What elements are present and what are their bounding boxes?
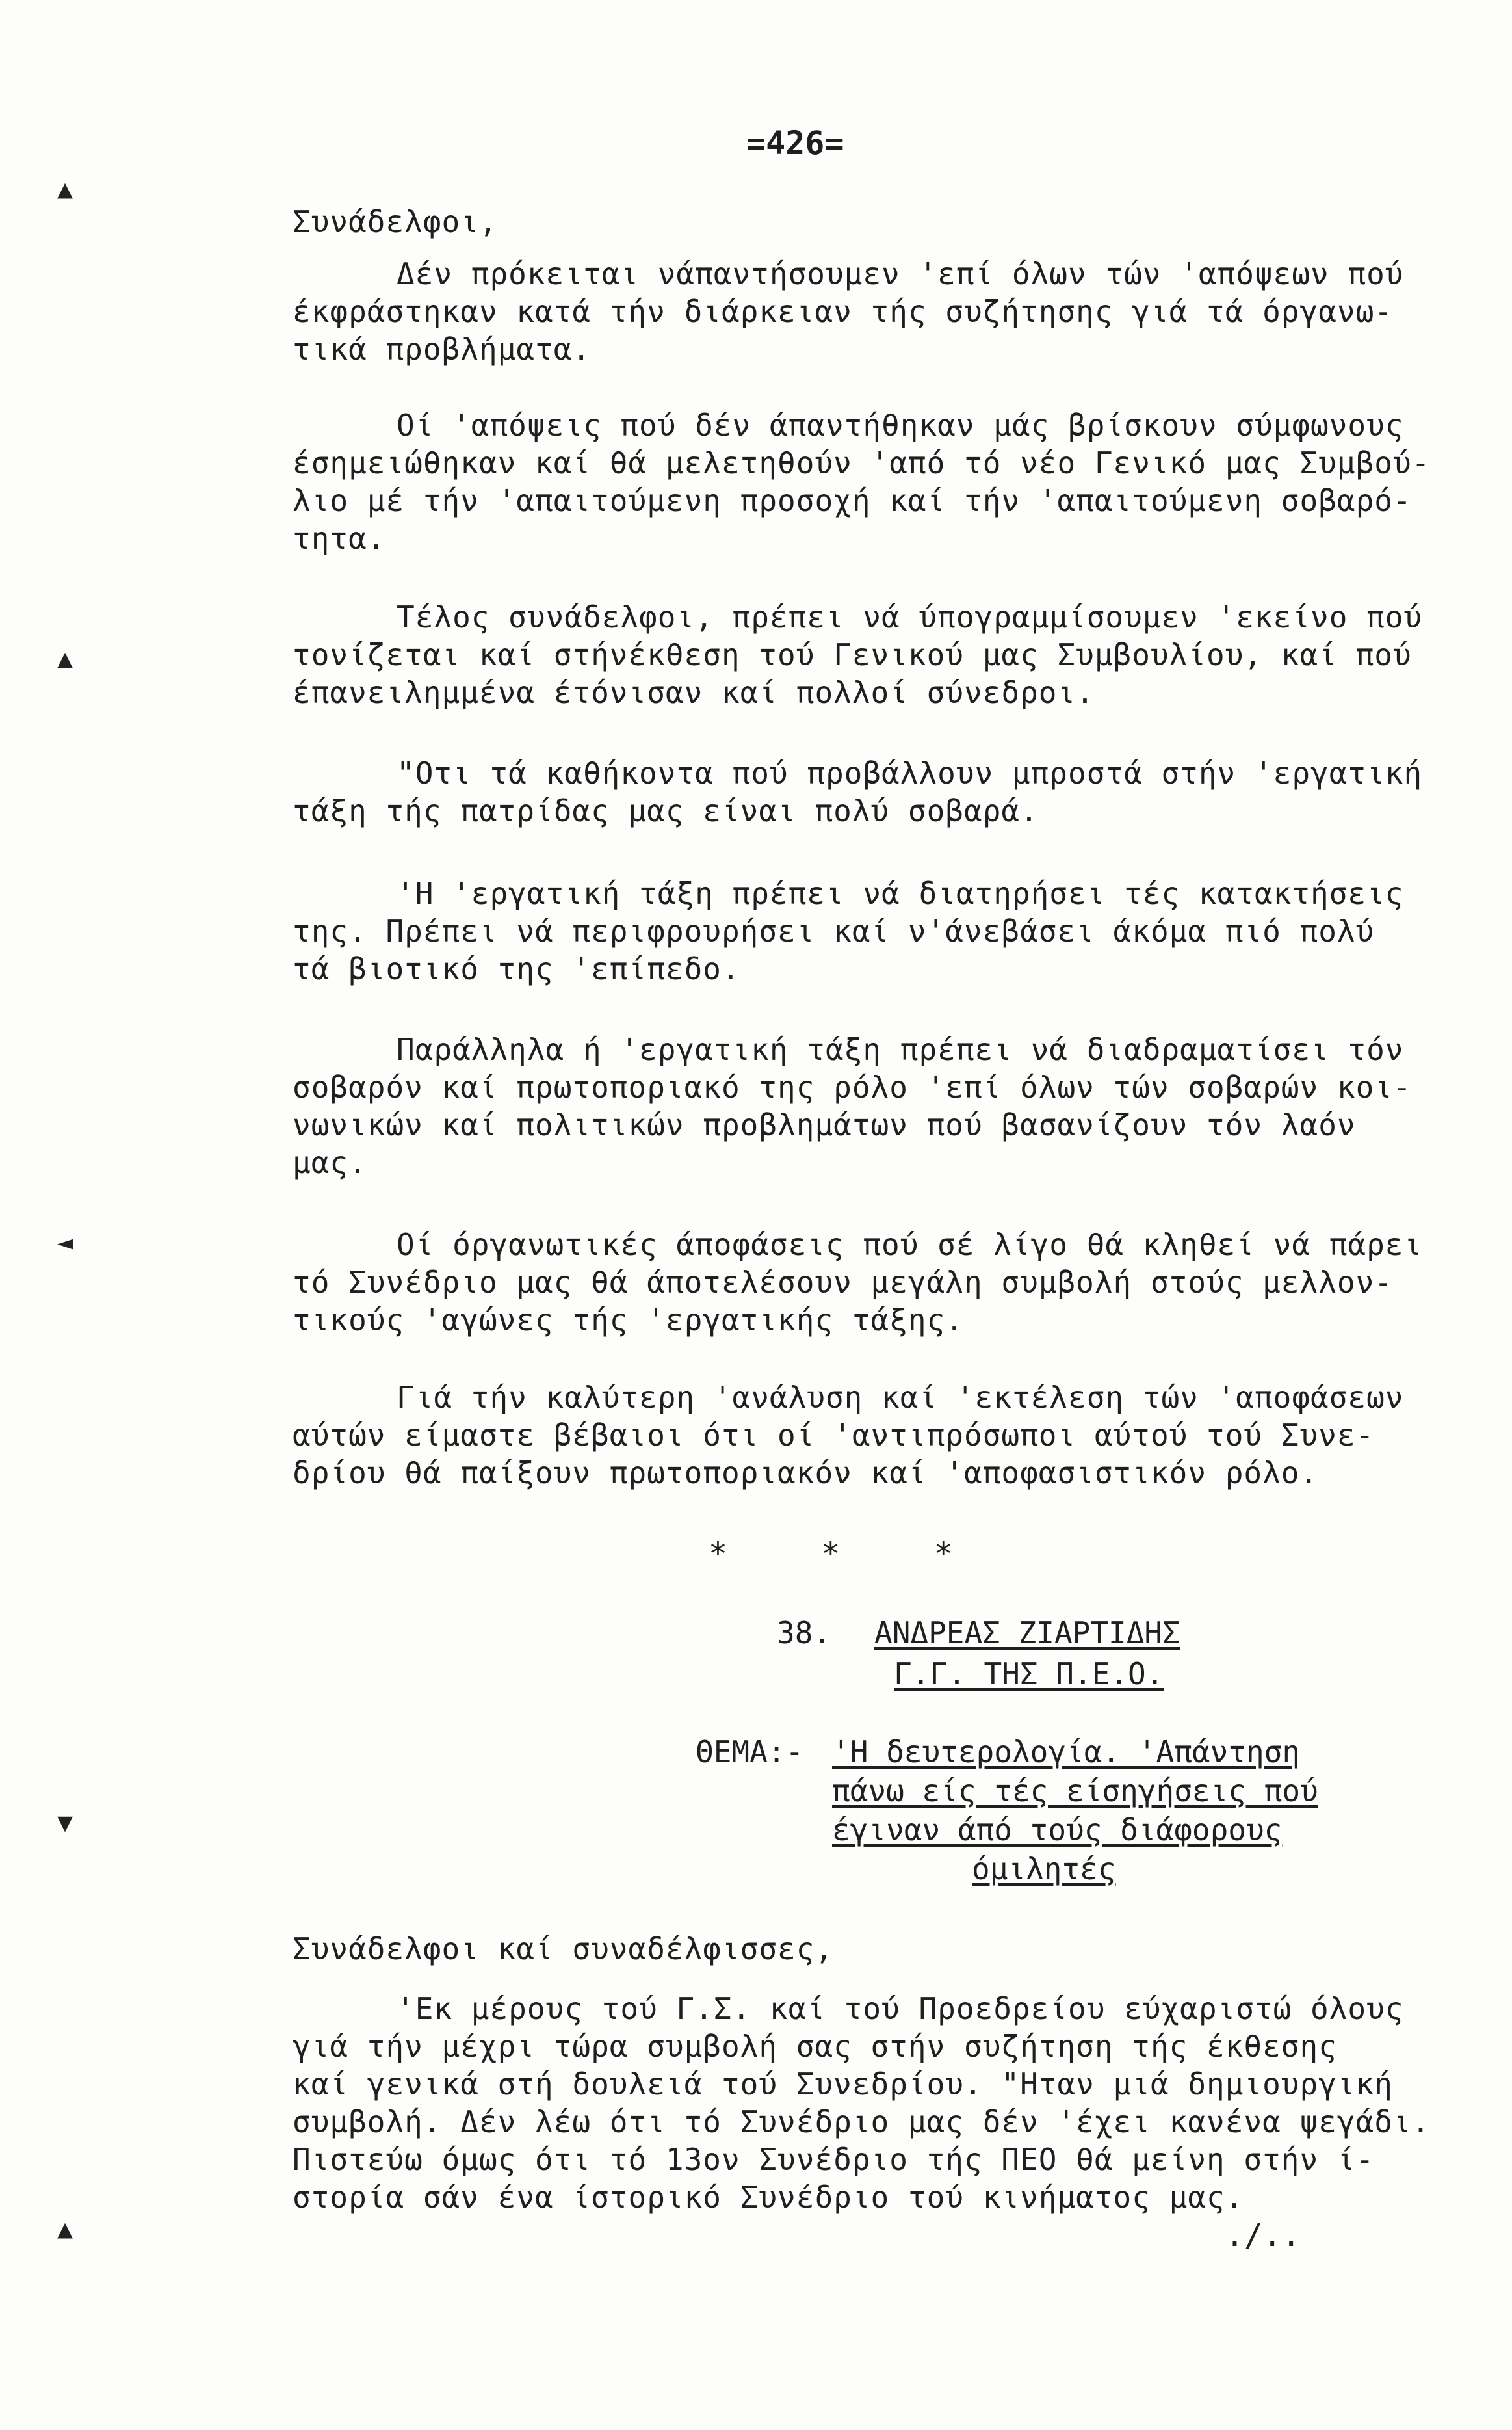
paragraph-line: λιο μέ τήν 'απαιτούμενη προσοχή καί τήν 'απαιτούμενη σοβαρό- bbox=[293, 483, 1412, 518]
paragraph-line: τικούς 'αγώνες τής 'εργατικής τάξης. bbox=[293, 1302, 964, 1338]
paragraph-line: Οί όργανωτικές άποφάσεις πού σέ λίγο θά κληθεί νά πάρει bbox=[397, 1227, 1423, 1262]
paragraph bbox=[293, 1379, 1489, 1492]
speaker-name: ΑΝΔΡΕΑΣ ΖΙΑΡΤΙΔΗΣ bbox=[874, 1615, 1180, 1650]
paragraph-line: στορία σάν ένα ίστορικό Συνέδριο τού κινήματος μας. bbox=[293, 2180, 1244, 2215]
section-separator: * * * bbox=[709, 1536, 953, 1572]
paragraph bbox=[293, 406, 1489, 557]
paragraph-line: μας. bbox=[293, 1145, 367, 1180]
margin-mark: ◄ bbox=[57, 1228, 73, 1258]
page-number: =426= bbox=[746, 124, 844, 162]
paragraph-line: νωνικών καί πολιτικών προβλημάτων πού βασανίζουν τόν λαόν bbox=[293, 1107, 1356, 1142]
paragraph-line: αύτών είμαστε βέβαιοι ότι οί 'αντιπρόσωποι αύτού τού Συνε- bbox=[293, 1418, 1375, 1453]
paragraph-line: σοβαρόν καί πρωτοποριακό της ρόλο 'επί όλων τών σοβαρών κοι- bbox=[293, 1070, 1412, 1105]
topic-line: έγιναν άπό τούς διάφορους bbox=[832, 1812, 1283, 1847]
continuation-mark: ./.. bbox=[1225, 2217, 1301, 2254]
paragraph-line: Παράλληλα ή 'εργατική τάξη πρέπει νά διαδραματίσει τόν bbox=[397, 1032, 1404, 1067]
speaker-number: 38. bbox=[777, 1615, 831, 1650]
paragraph bbox=[293, 1226, 1489, 1339]
paragraph-line: γιά τήν μέχρι τώρα συμβολή σας στήν συζήτηση τής έκθεσης bbox=[293, 2029, 1337, 2064]
paragraph-line: τάξη τής πατρίδας μας είναι πολύ σοβαρά. bbox=[293, 793, 1039, 828]
topic-label: ΘΕΜΑ:- bbox=[696, 1734, 804, 1769]
paragraph-line: Τέλος συνάδελφοι, πρέπει νά ύπογραμμίσουμεν 'εκείνο πού bbox=[397, 600, 1423, 635]
paragraph-line: δρίου θά παίξουν πρωτοποριακόν καί 'αποφασιστικόν ρόλο. bbox=[293, 1455, 1319, 1490]
paragraph bbox=[293, 598, 1489, 711]
topic-line: όμιλητές bbox=[972, 1851, 1116, 1886]
paragraph bbox=[293, 875, 1489, 988]
paragraph-line: τά βιοτικό της 'επίπεδο. bbox=[293, 951, 740, 986]
margin-mark: ▼ bbox=[57, 1808, 73, 1838]
paragraph bbox=[293, 1990, 1489, 2216]
margin-mark: ▲ bbox=[57, 2214, 73, 2244]
speaker-title: Γ.Γ. ΤΗΣ Π.Ε.Ο. bbox=[894, 1656, 1164, 1691]
paragraph-line: Πιστεύω όμως ότι τό 13ον Συνέδριο τής ΠΕΟ θά μείνη στήν ί- bbox=[293, 2142, 1375, 2177]
paragraph-line: Οί 'απόψεις πού δέν άπαντήθηκαν μάς βρίσκουν σύμφωνους bbox=[397, 408, 1404, 443]
paragraph bbox=[293, 1031, 1489, 1182]
paragraph-line: Γιά τήν καλύτερη 'ανάλυση καί 'εκτέλεση τών 'αποφάσεων bbox=[397, 1380, 1404, 1415]
paragraph bbox=[293, 754, 1489, 830]
paragraph-line: "Οτι τά καθήκοντα πού προβάλλουν μπροστά στήν 'εργατική bbox=[397, 756, 1423, 791]
paragraph-line: έκφράστηκαν κατά τήν διάρκειαν τής συζήτησης γιά τά όργανω- bbox=[293, 294, 1393, 329]
margin-mark: ▲ bbox=[57, 174, 73, 204]
paragraph-line: 'Η 'εργατική τάξη πρέπει νά διατηρήσει τές κατακτήσεις bbox=[397, 876, 1404, 911]
paragraph-line: τονίζεται καί στήνέκθεση τού Γενικού μας Συμβουλίου, καί πού bbox=[293, 637, 1412, 672]
paragraph-line: 'Εκ μέρους τού Γ.Σ. καί τού Προεδρείου εύχαριστώ όλους bbox=[397, 1991, 1404, 2026]
topic-line: πάνω είς τές είσηγήσεις πού bbox=[832, 1773, 1318, 1808]
salutation: Συνάδελφοι, bbox=[293, 204, 498, 239]
paragraph-line: Δέν πρόκειται νάπαντήσουμεν 'επί όλων τών 'απόψεων πού bbox=[397, 256, 1404, 291]
paragraph-line: τητα. bbox=[293, 521, 386, 556]
paragraph-line: της. Πρέπει νά περιφρουρήσει καί ν'άνεβάσει άκόμα πιό πολύ bbox=[293, 914, 1375, 949]
paragraph-line: έσημειώθηκαν καί θά μελετηθούν 'από τό νέο Γενικό μας Συμβού- bbox=[293, 445, 1431, 481]
salutation: Συνάδελφοι καί συναδέλφισσες, bbox=[293, 1931, 834, 1966]
topic-line: 'Η δευτερολογία. 'Απάντηση bbox=[832, 1734, 1301, 1769]
paragraph-line: έπανειλημμένα έτόνισαν καί πολλοί σύνεδροι. bbox=[293, 675, 1095, 710]
paragraph-line: καί γενικά στή δουλειά τού Συνεδρίου. "Ηταν μιά δημιουργική bbox=[293, 2067, 1393, 2102]
paragraph-line: τό Συνέδριο μας θά άποτελέσουν μεγάλη συμβολή στούς μελλον- bbox=[293, 1265, 1393, 1300]
margin-mark: ▲ bbox=[57, 644, 73, 674]
paragraph-line: τικά προβλήματα. bbox=[293, 332, 592, 367]
paragraph-line: συμβολή. Δέν λέω ότι τό Συνέδριο μας δέν 'έχει κανένα ψεγάδι. bbox=[293, 2104, 1431, 2139]
paragraph bbox=[293, 255, 1489, 368]
